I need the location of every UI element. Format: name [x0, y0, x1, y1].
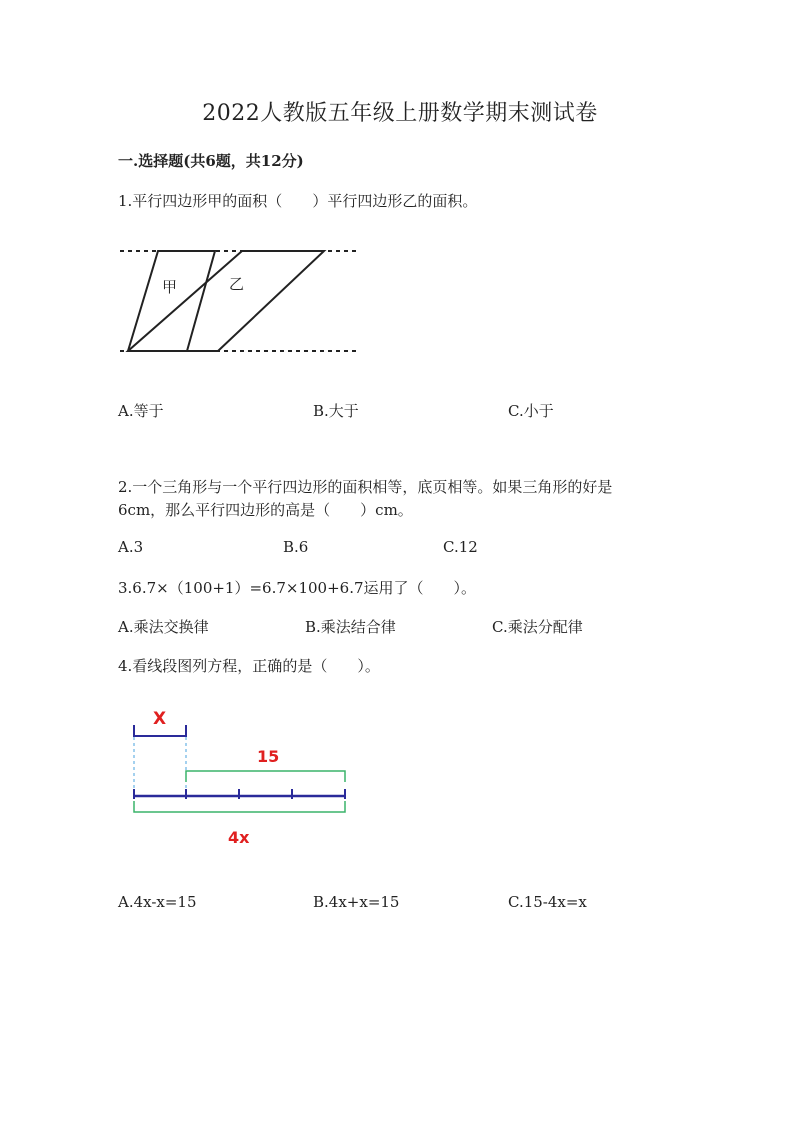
q1-option-a[interactable]: A.等于 [118, 402, 164, 420]
page-title: 2022人教版五年级上册数学期末测试卷 [202, 101, 598, 126]
question-1-stem: 1.平行四边形甲的面积（ ）平行四边形乙的面积。 [118, 192, 478, 210]
q2-option-c[interactable]: C.12 [443, 538, 478, 556]
label-jia: 甲 [162, 278, 178, 296]
q3-option-c[interactable]: C.乘法分配律 [492, 618, 583, 636]
x-bracket [134, 725, 186, 736]
q1-option-b[interactable]: B.大于 [313, 402, 359, 420]
label-x: X [153, 709, 167, 729]
q3-option-a[interactable]: A.乘法交换律 [118, 618, 209, 636]
question-2-stem-line1: 2.一个三角形与一个平行四边形的面积相等，底页相等。如果三角形的好是 [118, 478, 613, 496]
q2-option-b[interactable]: B.6 [283, 538, 309, 556]
question-2-stem-line2: 6cm，那么平行四边形的高是（ ）cm。 [118, 501, 413, 519]
label-15: 15 [257, 747, 280, 766]
four-x-bracket [134, 801, 345, 812]
q1-option-c[interactable]: C.小于 [508, 402, 554, 420]
label-yi: 乙 [229, 275, 245, 293]
question-3-stem: 3.6.7×（100+1）=6.7×100+6.7运用了（ ）。 [118, 579, 477, 597]
q4-option-a[interactable]: A.4x-x=15 [118, 893, 197, 911]
parallelogram-jia [128, 251, 215, 351]
q4-option-b[interactable]: B.4x+x=15 [313, 893, 400, 911]
q2-option-a[interactable]: A.3 [118, 538, 144, 556]
section-heading: 一.选择题(共6题，共12分) [118, 152, 304, 170]
label-4x: 4x [228, 828, 250, 847]
question-4-stem: 4.看线段图列方程，正确的是（ ）。 [118, 657, 380, 675]
fifteen-bracket [186, 771, 345, 782]
parallelogram-yi [128, 251, 324, 351]
q3-option-b[interactable]: B.乘法结合律 [305, 618, 396, 636]
q4-option-c[interactable]: C.15-4x=x [508, 893, 587, 911]
